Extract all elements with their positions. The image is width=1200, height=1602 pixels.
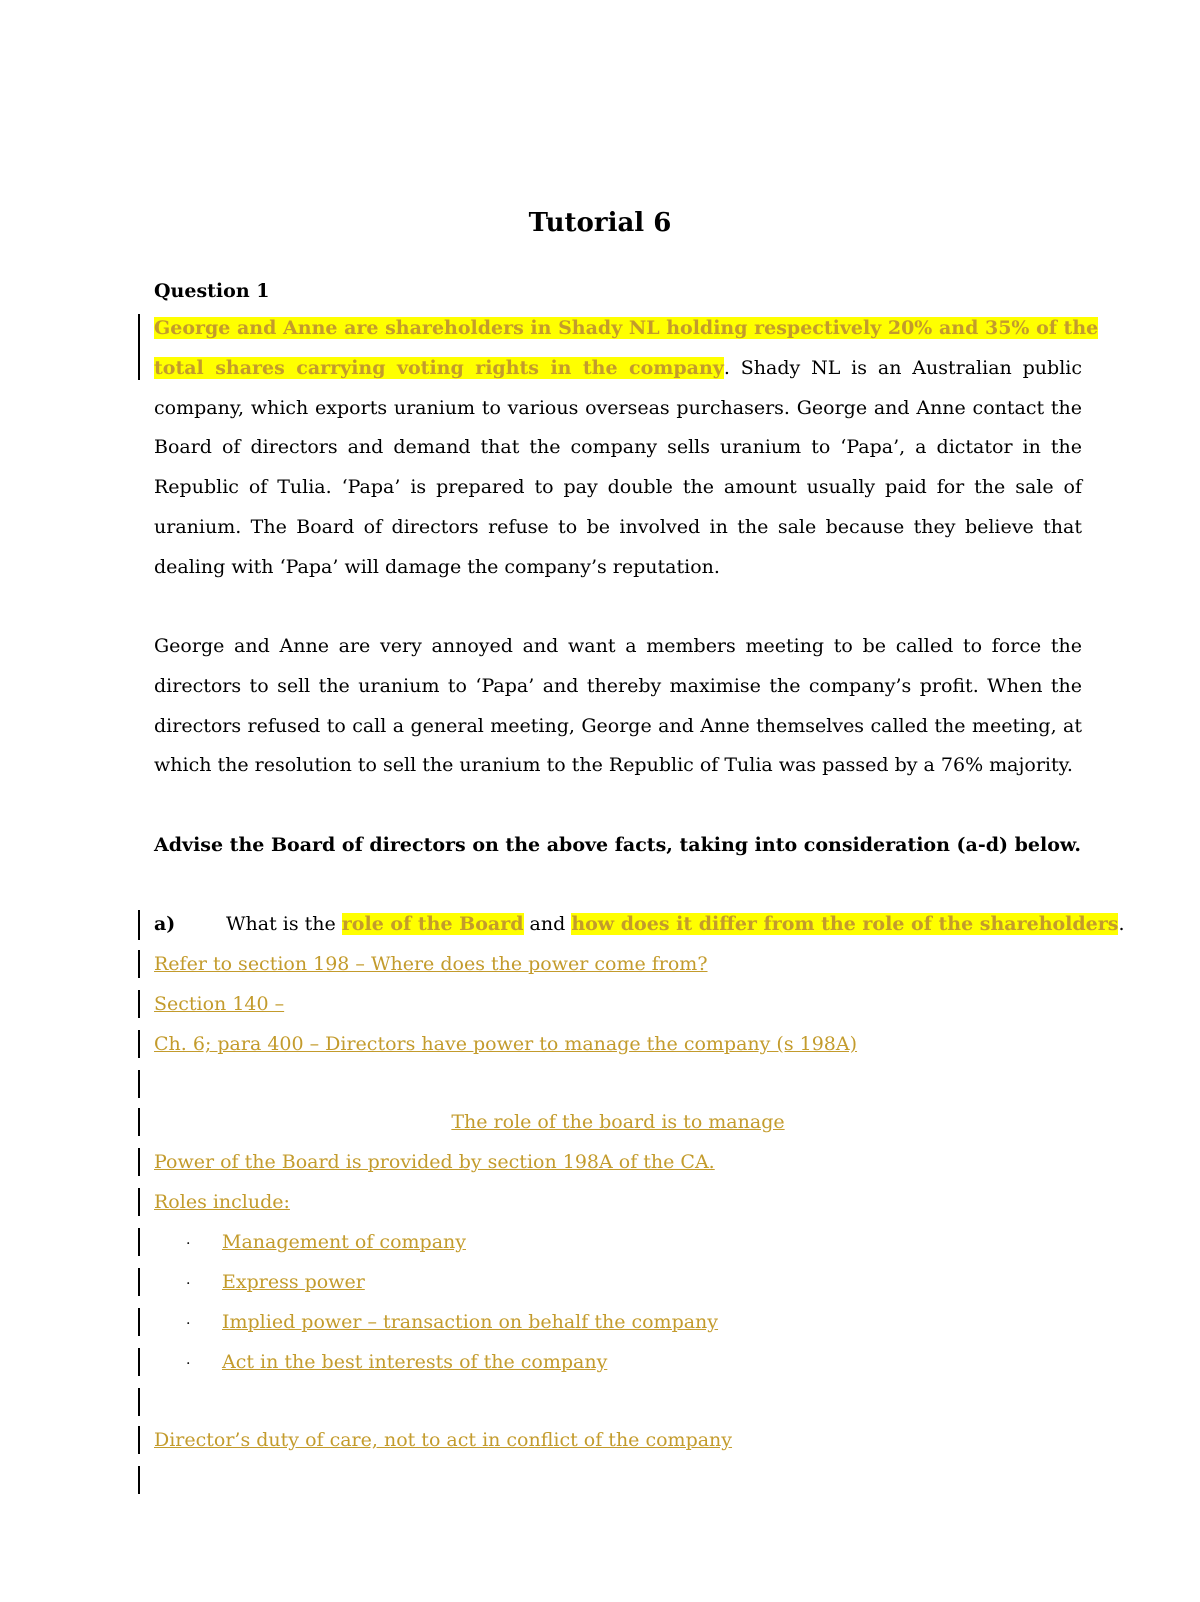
change-bar <box>138 1148 140 1176</box>
change-bar <box>138 1466 140 1494</box>
para2-line3: directors refused to call a general meeting, George and Anne themselves called the meeting, at <box>154 715 1082 737</box>
para1-line5: Republic of Tulia. ‘Papa’ is prepared to pay double the amount usually paid for the sale of <box>154 476 1082 498</box>
para2-line4: which the resolution to sell the uranium to the Republic of Tulia was passed by a 76% majority. <box>154 754 1073 776</box>
para2-line1: George and Anne are very annoyed and want a members meeting to be called to force the <box>154 635 1082 657</box>
para1-line2: total shares carrying voting rights in the company. Shady NL is an Australian public <box>154 357 1082 379</box>
bullet-marker: . <box>186 1232 191 1248</box>
change-bar <box>138 1188 140 1216</box>
change-bar <box>138 990 140 1018</box>
advise-instruction: Advise the Board of directors on the above facts, taking into consideration (a-d) below. <box>154 834 1081 856</box>
change-bar <box>138 910 140 940</box>
change-bar <box>138 1228 140 1256</box>
change-bar <box>138 1268 140 1296</box>
para1-line3: company, which exports uranium to various overseas purchasers. George and Anne contact the <box>154 397 1082 419</box>
bullet-marker: . <box>186 1352 191 1368</box>
change-bar <box>138 1308 140 1336</box>
bullet-item: Express power <box>222 1271 365 1293</box>
change-bar <box>138 1108 140 1136</box>
para1-line4: Board of directors and demand that the company sells uranium to ‘Papa’, a dictator in the <box>154 436 1082 458</box>
change-bar <box>138 1388 140 1416</box>
change-bar <box>138 1348 140 1376</box>
bullet-item: Management of company <box>222 1231 466 1253</box>
bullet-marker: . <box>186 1272 191 1288</box>
para1-line1: George and Anne are shareholders in Shady NL holding respectively 20% and 35% of the <box>154 317 1099 339</box>
note-power-198a: Power of the Board is provided by section 198A of the CA. <box>154 1151 715 1173</box>
para2-line2: directors to sell the uranium to ‘Papa’ and thereby maximise the company’s profit. When the <box>154 675 1082 697</box>
change-bar <box>138 1030 140 1058</box>
note-duty-of-care: Director’s duty of care, not to act in conflict of the company <box>154 1429 733 1451</box>
note-section-140: Section 140 – <box>154 993 285 1015</box>
note-ch6-para400: Ch. 6; para 400 – Directors have power to manage the company (s 198A) <box>154 1033 858 1055</box>
note-centered-role: The role of the board is to manage <box>451 1111 785 1133</box>
change-bar <box>138 1426 140 1454</box>
question-heading: Question 1 <box>154 280 270 302</box>
para1-line6: uranium. The Board of directors refuse to be involved in the sale because they believe that <box>154 516 1082 538</box>
document-title: Tutorial 6 <box>528 208 672 238</box>
change-bar <box>138 1070 140 1098</box>
bullet-marker: . <box>186 1312 191 1328</box>
bullet-item: Act in the best interests of the company <box>222 1351 608 1373</box>
bullet-item: Implied power – transaction on behalf the company <box>222 1311 719 1333</box>
note-roles-include: Roles include: <box>154 1191 290 1213</box>
note-section-198: Refer to section 198 – Where does the power come from? <box>154 953 708 975</box>
para1-line7: dealing with ‘Papa’ will damage the company’s reputation. <box>154 556 720 578</box>
change-bar <box>138 950 140 978</box>
part-a-question: a) What is the role of the Board and how does it differ from the role of the shareholders. <box>154 913 1125 935</box>
change-bar <box>138 314 140 380</box>
